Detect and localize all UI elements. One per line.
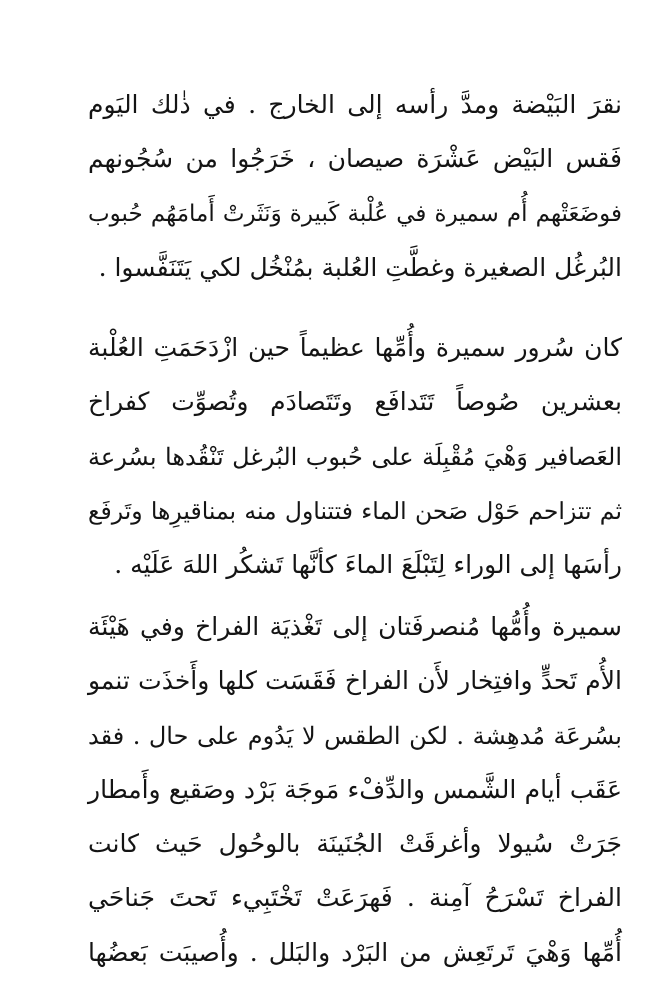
text-line: سميرة وأُمُّها مُنصرفَتان إلى تَغْذيَة الفراخ وفي هَيْئَة <box>88 612 622 641</box>
text-line: ثم تتزاحم حَوْل صَحن الماء فتتناول منه بمناقيرِها وتَرفَع <box>88 496 622 525</box>
text-line: رأسَها إلى الوراء لِتَبْلَعَ الماءَ كأنَّها تَشكُر اللهَ عَلَيْه . <box>114 550 622 580</box>
text-line: فَقس البَيْض عَشْرَة صيصان ، خَرَجُوا من سُجُونهم <box>88 144 622 174</box>
text-line: العَصافير وَهْيَ مُقْبِلَة على حُبوب البُرغل تَنْقُدها بسُرعة <box>88 442 622 471</box>
text-line: أُمِّها وَهْيَ تَرتَعِش من البَرْد والبَلل . وأُصيبَت بَعضُها <box>88 937 622 967</box>
text-line: نقرَ البَيْضة ومدَّ رأسه إلى الخارج . في ذٰلك اليَوم <box>88 90 622 119</box>
text-line: البُرغُل الصغيرة وغطَّتِ العُلبة بمُنْخُل لكي يَتَنَفَّسوا . <box>98 252 622 282</box>
paragraph-1 <box>88 78 622 295</box>
text-line: الفراخ تَسْرَحُ آمِنة . فَهرَعَتْ تَخْتَبِيء تَحتَ جَناحَي <box>88 883 622 913</box>
paragraph-3 <box>88 600 622 980</box>
text-line: بسُرعَة مُدهِشة . لكن الطقس لا يَدُوم على حال . فقد <box>88 721 622 750</box>
text-line: جَرَتْ سُيولا وأغرقَتْ الجُنَينَة بالوحُول حَيث كانت <box>88 829 622 859</box>
text-line: بعشرين صُوصاً تَتَدافَع وتَتَصادَم وتُصوِّت كفراخ <box>88 387 622 417</box>
paragraph-2 <box>88 321 622 592</box>
text-line: كان سُرور سميرة وأُمِّها عظيماً حين ازْدَحَمَتِ العُلْبة <box>88 333 622 362</box>
text-line: الأُم تَحدٍّ وافتِخار لأَن الفراخ فَقَسَت كلها وأَخذَت تنمو <box>88 666 622 696</box>
text-line: فوضَعَتْهم أُم سميرة في عُلْبة كَبيرة وَنَثَرتْ أَمامَهُم حُبوب <box>88 200 622 227</box>
text-line: عَقَب أيام الشَّمس والدِّفْء مَوجَة بَرْد وصَقيع وأَمطار <box>88 774 622 804</box>
